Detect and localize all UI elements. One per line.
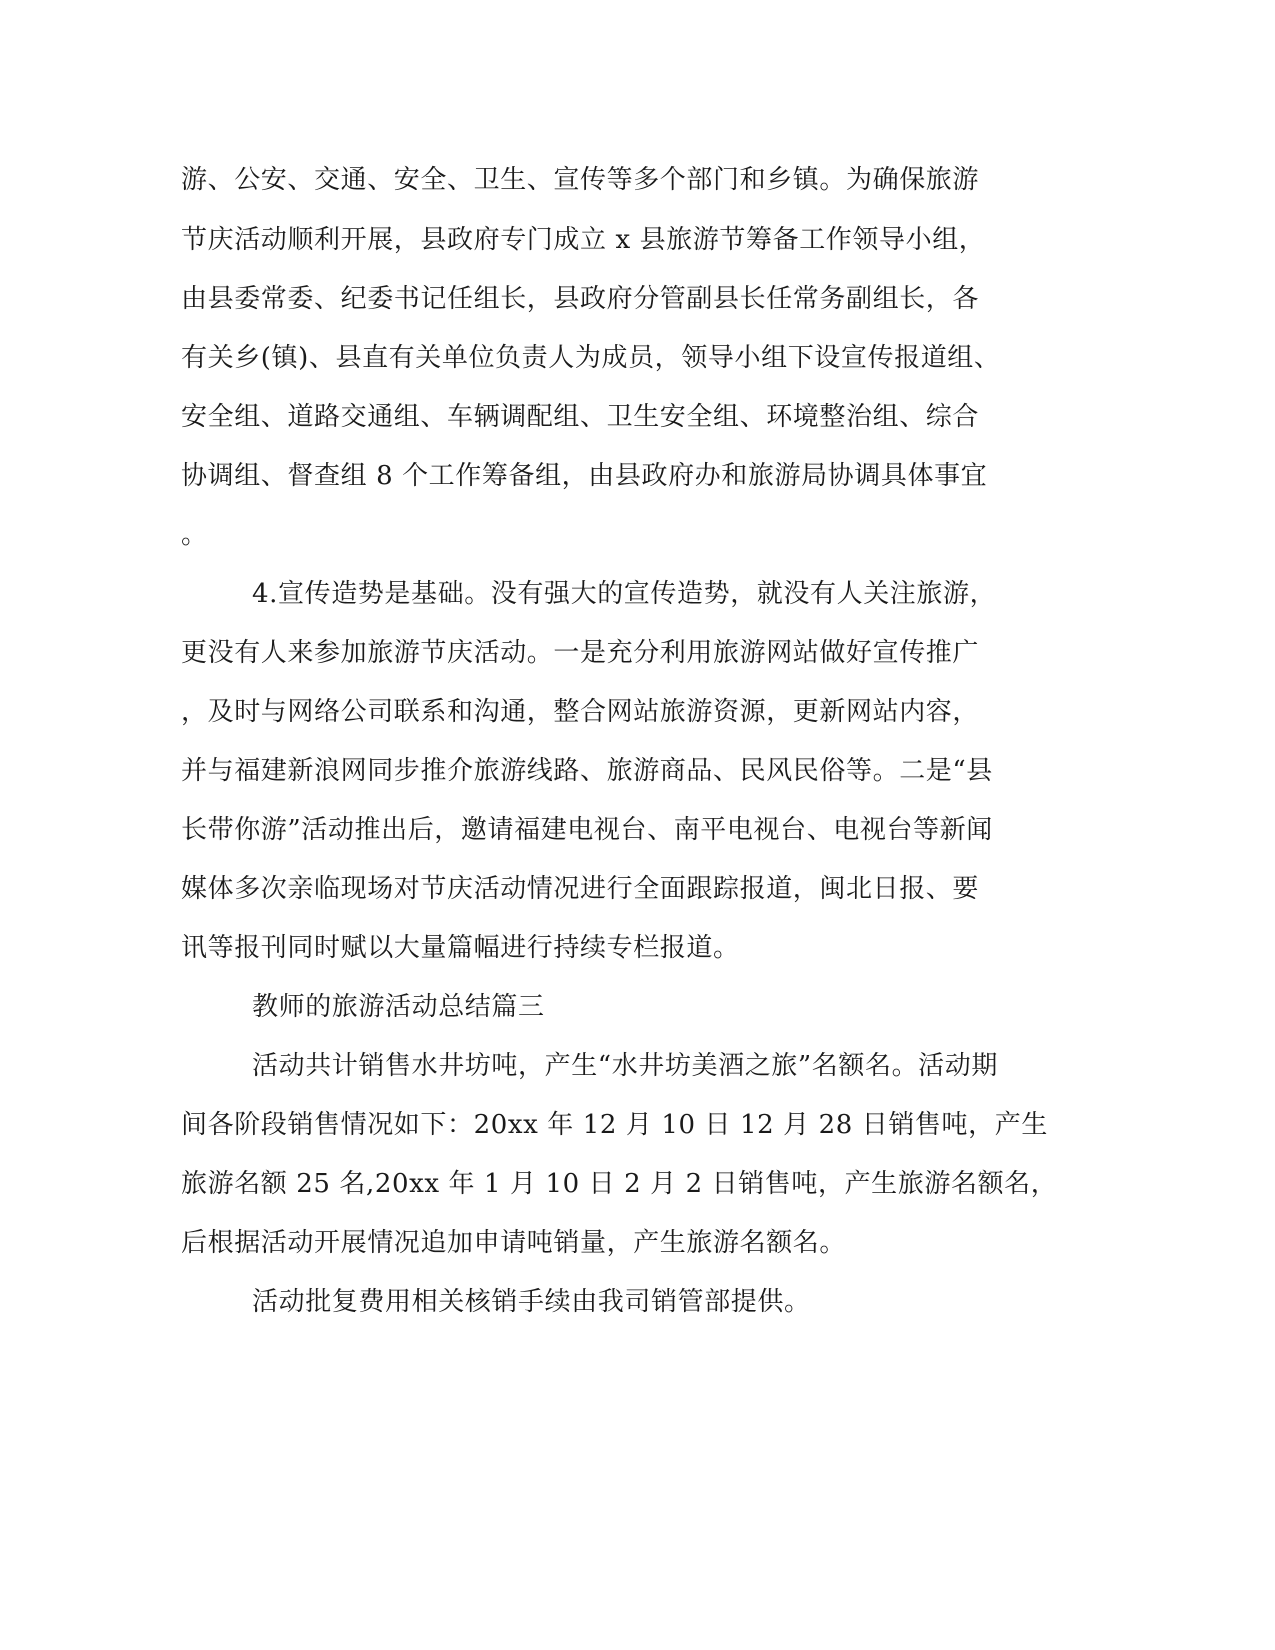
paragraph-line: 媒体多次亲临现场对节庆活动情况进行全面跟踪报道，闽北日报、要 — [181, 874, 980, 904]
paragraph-line: 4.宣传造势是基础。没有强大的宣传造势，就没有人关注旅游， — [252, 579, 997, 609]
paragraph-line: 由县委常委、纪委书记任组长，县政府分管副县长任常务副组长，各 — [181, 284, 980, 314]
paragraph-line: 活动批复费用相关核销手续由我司销管部提供。 — [252, 1287, 811, 1317]
paragraph-line: 有关乡(镇)、县直有关单位负责人为成员，领导小组下设宣传报道组、 — [181, 343, 1001, 373]
paragraph-line: 。 — [181, 520, 208, 550]
paragraph-line: 讯等报刊同时赋以大量篇幅进行持续专栏报道。 — [181, 933, 740, 963]
paragraph-line: 长带你游”活动推出后，邀请福建电视台、南平电视台、电视台等新闻 — [181, 815, 993, 845]
paragraph-line: ，及时与网络公司联系和沟通，整合网站旅游资源，更新网站内容， — [181, 697, 980, 727]
paragraph-line: 并与福建新浪网同步推介旅游线路、旅游商品、民风民俗等。二是“县 — [181, 756, 993, 786]
paragraph-line: 旅游名额 25 名,20xx 年 1 月 10 日 2 月 2 日销售吨，产生旅游名额名， — [181, 1169, 1058, 1199]
section-heading: 教师的旅游活动总结篇三 — [252, 992, 545, 1022]
paragraph-line: 活动共计销售水井坊吨，产生“水井坊美酒之旅”名额名。活动期 — [252, 1051, 998, 1081]
paragraph-line: 安全组、道路交通组、车辆调配组、卫生安全组、环境整治组、综合 — [181, 402, 980, 432]
paragraph-line: 协调组、督查组 8 个工作筹备组，由县政府办和旅游局协调具体事宜 — [181, 461, 988, 491]
paragraph-line: 节庆活动顺利开展，县政府专门成立 x 县旅游节筹备工作领导小组， — [181, 225, 986, 255]
paragraph-line: 间各阶段销售情况如下：20xx 年 12 月 10 日 12 月 28 日销售吨，产生 — [181, 1110, 1048, 1140]
paragraph-line: 后根据活动开展情况追加申请吨销量，产生旅游名额名。 — [181, 1228, 847, 1258]
paragraph-line: 更没有人来参加旅游节庆活动。一是充分利用旅游网站做好宣传推广 — [181, 638, 980, 668]
paragraph-line: 游、公安、交通、安全、卫生、宣传等多个部门和乡镇。为确保旅游 — [181, 165, 980, 195]
